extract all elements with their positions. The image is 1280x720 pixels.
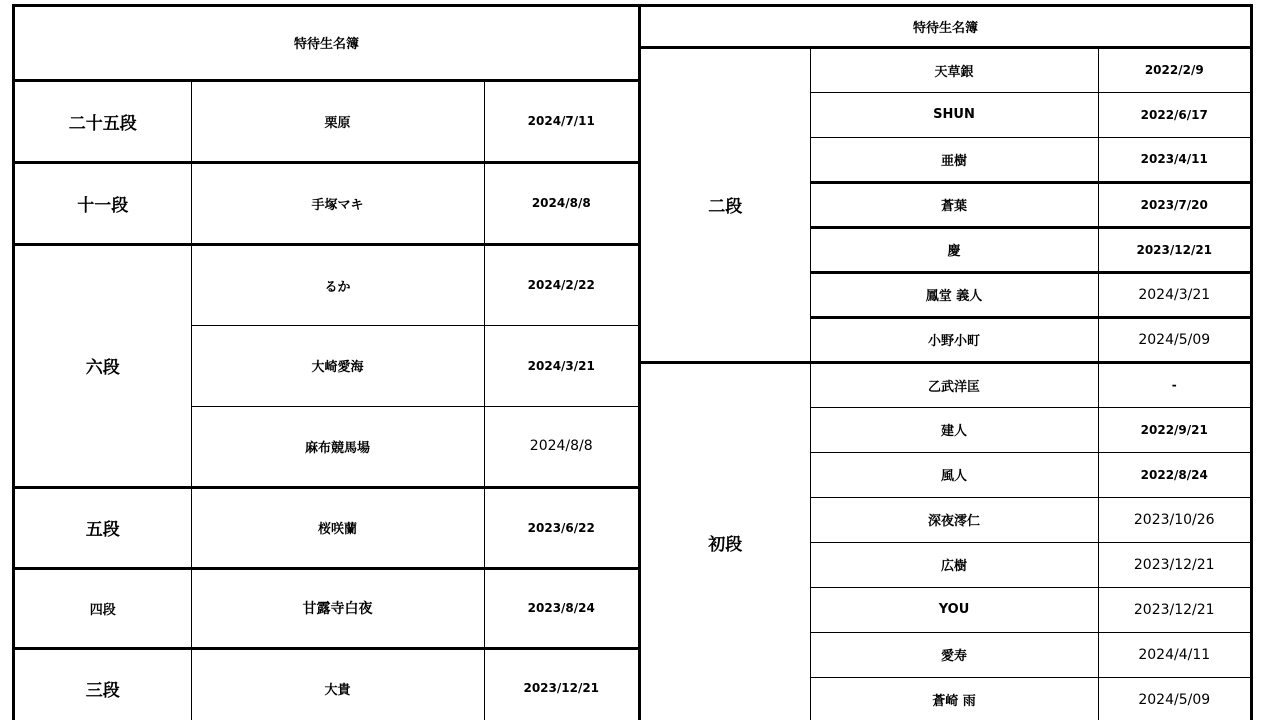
rank-cell: 三段 (15, 648, 191, 720)
member-name: 乙武洋匡 (810, 362, 1098, 407)
member-date: 2023/10/26 (1098, 497, 1250, 542)
member-name: 小野小町 (810, 317, 1098, 362)
member-date: 2023/6/22 (484, 487, 638, 568)
member-name: 天草銀 (810, 47, 1098, 92)
member-name: 広樹 (810, 542, 1098, 587)
member-date: 2024/5/09 (1098, 317, 1250, 362)
member-date: 2024/4/11 (1098, 632, 1250, 677)
member-date: 2023/12/21 (1098, 227, 1250, 272)
member-date: 2024/2/22 (484, 244, 638, 325)
member-name: 大崎愛海 (191, 325, 484, 406)
member-name: 慶 (810, 227, 1098, 272)
member-name: YOU (810, 587, 1098, 632)
member-date: 2022/6/17 (1098, 92, 1250, 137)
member-date: 2024/8/8 (484, 162, 638, 244)
member-name: 麻布競馬場 (191, 406, 484, 487)
member-date: 2024/8/8 (484, 406, 638, 487)
member-name: 風人 (810, 452, 1098, 497)
member-date: 2022/2/9 (1098, 47, 1250, 92)
member-name: SHUN (810, 92, 1098, 137)
member-date: - (1098, 362, 1250, 407)
member-date: 2023/4/11 (1098, 137, 1250, 182)
member-name: 蒼葉 (810, 182, 1098, 227)
member-name: 甘露寺白夜 (191, 568, 484, 648)
member-date: 2023/12/21 (1098, 587, 1250, 632)
rank-cell: 十一段 (15, 162, 191, 244)
table-title: 特待生名簿 (15, 7, 638, 80)
member-name: 建人 (810, 407, 1098, 452)
rank-cell: 五段 (15, 487, 191, 568)
member-name: 愛寿 (810, 632, 1098, 677)
member-name: 桜咲蘭 (191, 487, 484, 568)
member-date: 2022/8/24 (1098, 452, 1250, 497)
member-name: 深夜澪仁 (810, 497, 1098, 542)
member-date: 2024/3/21 (484, 325, 638, 406)
member-date: 2023/8/24 (484, 568, 638, 648)
member-name: 亜樹 (810, 137, 1098, 182)
member-name: 大貴 (191, 648, 484, 720)
member-date: 2023/7/20 (1098, 182, 1250, 227)
member-name: 鳳堂 義人 (810, 272, 1098, 317)
member-name: 蒼崎 雨 (810, 677, 1098, 720)
left-roster-table (12, 4, 641, 720)
member-name: 手塚マキ (191, 162, 484, 244)
member-date: 2023/12/21 (1098, 542, 1250, 587)
right-roster-table (638, 4, 1253, 720)
table-title: 特待生名簿 (641, 7, 1250, 47)
member-date: 2023/12/21 (484, 648, 638, 720)
member-name: 栗原 (191, 80, 484, 162)
member-date: 2024/5/09 (1098, 677, 1250, 720)
member-date: 2022/9/21 (1098, 407, 1250, 452)
member-date: 2024/7/11 (484, 80, 638, 162)
rank-cell: 六段 (15, 244, 191, 487)
rank-cell: 四段 (15, 568, 191, 648)
rank-cell: 二段 (641, 47, 810, 362)
rank-cell: 初段 (641, 362, 810, 720)
rank-cell: 二十五段 (15, 80, 191, 162)
member-name: るか (191, 244, 484, 325)
member-date: 2024/3/21 (1098, 272, 1250, 317)
